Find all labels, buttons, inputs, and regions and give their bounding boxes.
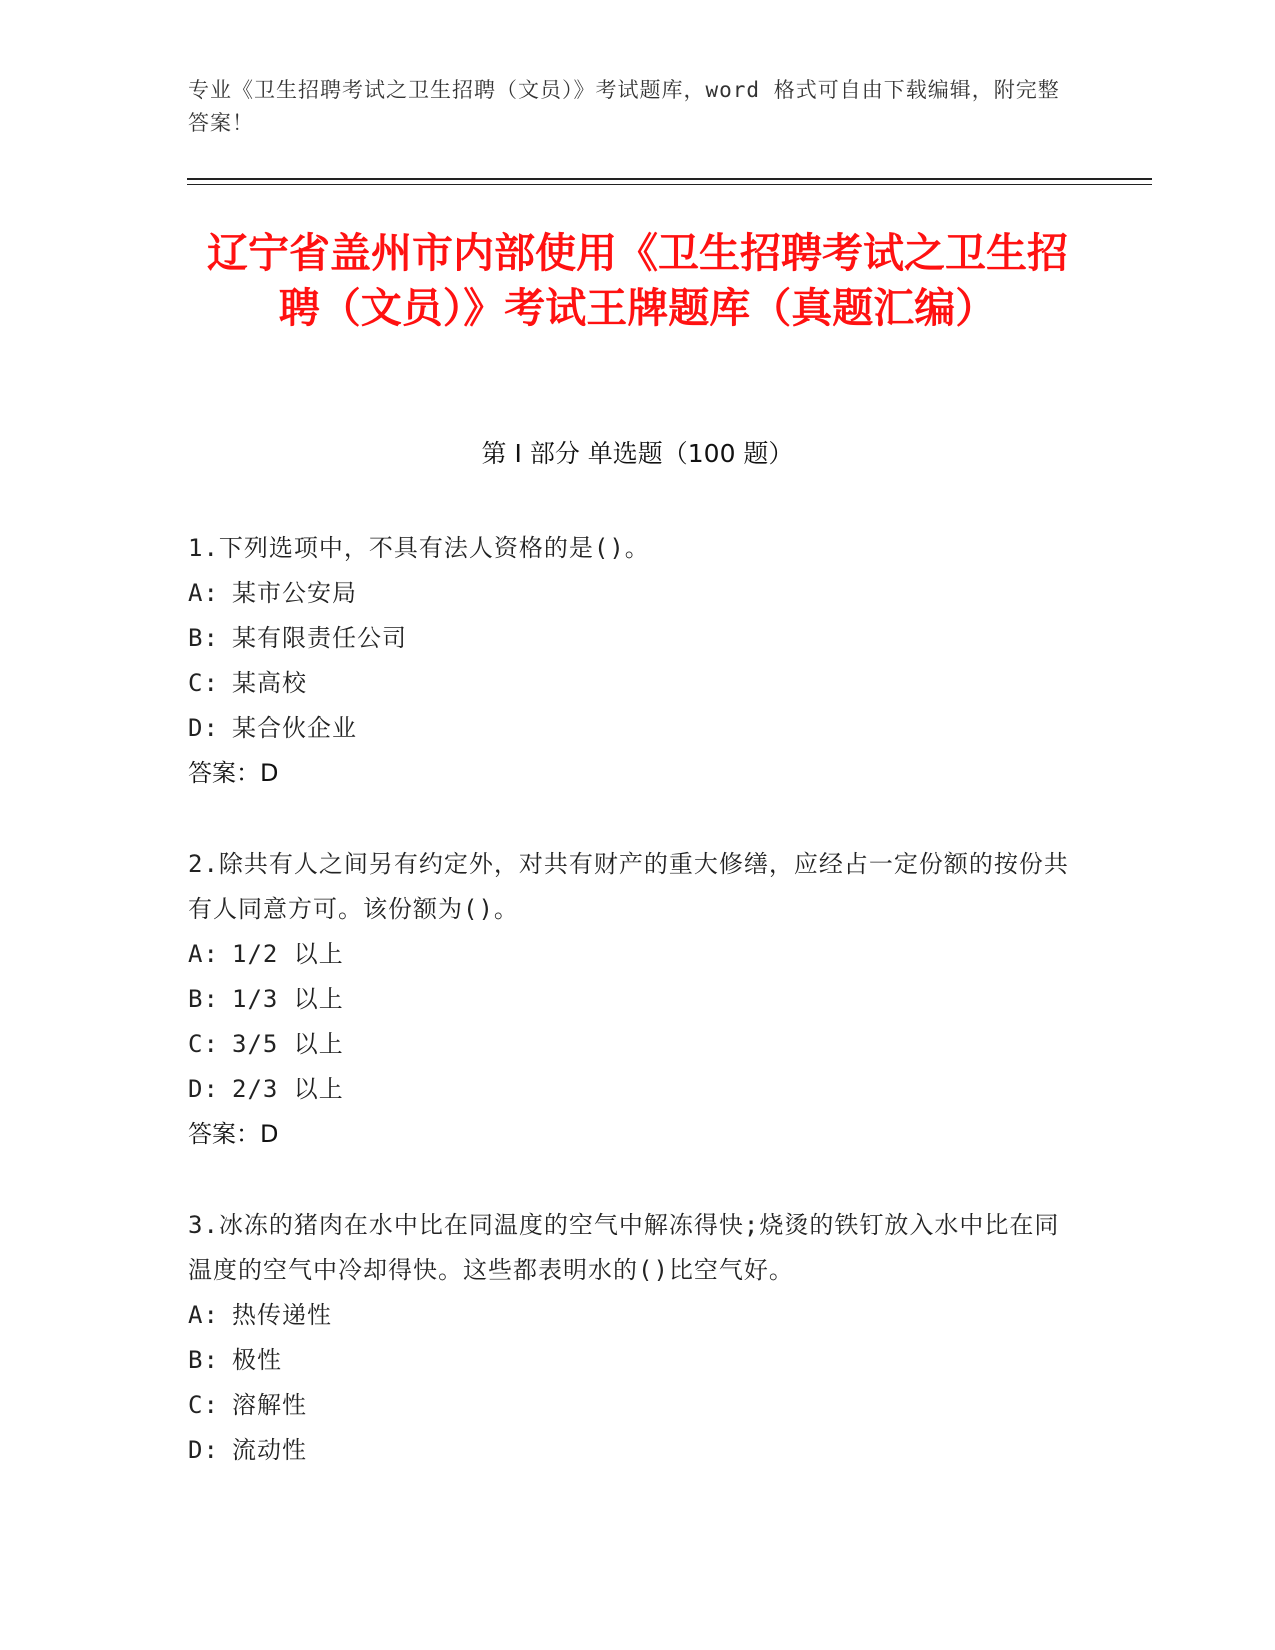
option-letter: D: <box>188 1436 219 1464</box>
header-divider-thick <box>187 178 1152 180</box>
option-text: 流动性 <box>232 1436 307 1464</box>
option-letter: A: <box>188 1301 219 1329</box>
question-list <box>188 526 1078 1519</box>
question-2 <box>188 842 1078 1157</box>
option-text: 1/3 以上 <box>232 985 344 1013</box>
answer-line: 答案：D <box>188 759 279 787</box>
option-text: 热传递性 <box>232 1301 332 1329</box>
option-a <box>188 1293 1078 1338</box>
option-letter: C: <box>188 1391 219 1419</box>
option-letter: D: <box>188 714 219 742</box>
option-text: 2/3 以上 <box>232 1075 344 1103</box>
option-text: 3/5 以上 <box>232 1030 344 1058</box>
option-letter: C: <box>188 669 219 697</box>
option-letter: C: <box>188 1030 219 1058</box>
option-letter: B: <box>188 1346 219 1374</box>
option-a <box>188 571 1078 616</box>
option-text: 某高校 <box>232 669 307 697</box>
option-letter: B: <box>188 624 219 652</box>
question-stem: 3.冰冻的猪肉在水中比在同温度的空气中解冻得快;烧烫的铁钉放入水中比在同温度的空气中冷却得快。这些都表明水的()比空气好。 <box>188 1211 1060 1284</box>
option-c <box>188 661 1078 706</box>
option-letter: A: <box>188 579 219 607</box>
option-text: 某合伙企业 <box>232 714 357 742</box>
option-a <box>188 932 1078 977</box>
question-stem: 1.下列选项中，不具有法人资格的是()。 <box>188 534 650 562</box>
option-text: 1/2 以上 <box>232 940 344 968</box>
option-letter: A: <box>188 940 219 968</box>
question-3 <box>188 1203 1078 1473</box>
option-text: 溶解性 <box>232 1391 307 1419</box>
document-title: 辽宁省盖州市内部使用《卫生招聘考试之卫生招聘（文员）》考试王牌题库（真题汇编） <box>207 229 1068 332</box>
answer-line: 答案：D <box>188 1120 279 1148</box>
question-stem: 2.除共有人之间另有约定外，对共有财产的重大修缮，应经占一定份额的按份共有人同意方可。该份额为()。 <box>188 850 1069 923</box>
option-text: 某市公安局 <box>232 579 357 607</box>
option-c <box>188 1383 1078 1428</box>
option-text: 某有限责任公司 <box>232 624 407 652</box>
option-text: 极性 <box>232 1346 282 1374</box>
option-letter: B: <box>188 985 219 1013</box>
section-heading: 第 I 部分 单选题（100 题） <box>481 439 794 468</box>
option-letter: D: <box>188 1075 219 1103</box>
option-b <box>188 1338 1078 1383</box>
option-b <box>188 977 1078 1022</box>
header-note: 专业《卫生招聘考试之卫生招聘（文员）》考试题库，word 格式可自由下载编辑，附完整答案！ <box>188 78 1060 135</box>
option-c <box>188 1022 1078 1067</box>
header-divider-thin <box>187 184 1152 185</box>
option-d <box>188 1428 1078 1473</box>
option-b <box>188 616 1078 661</box>
option-d <box>188 1067 1078 1112</box>
question-1 <box>188 526 1078 796</box>
option-d <box>188 706 1078 751</box>
